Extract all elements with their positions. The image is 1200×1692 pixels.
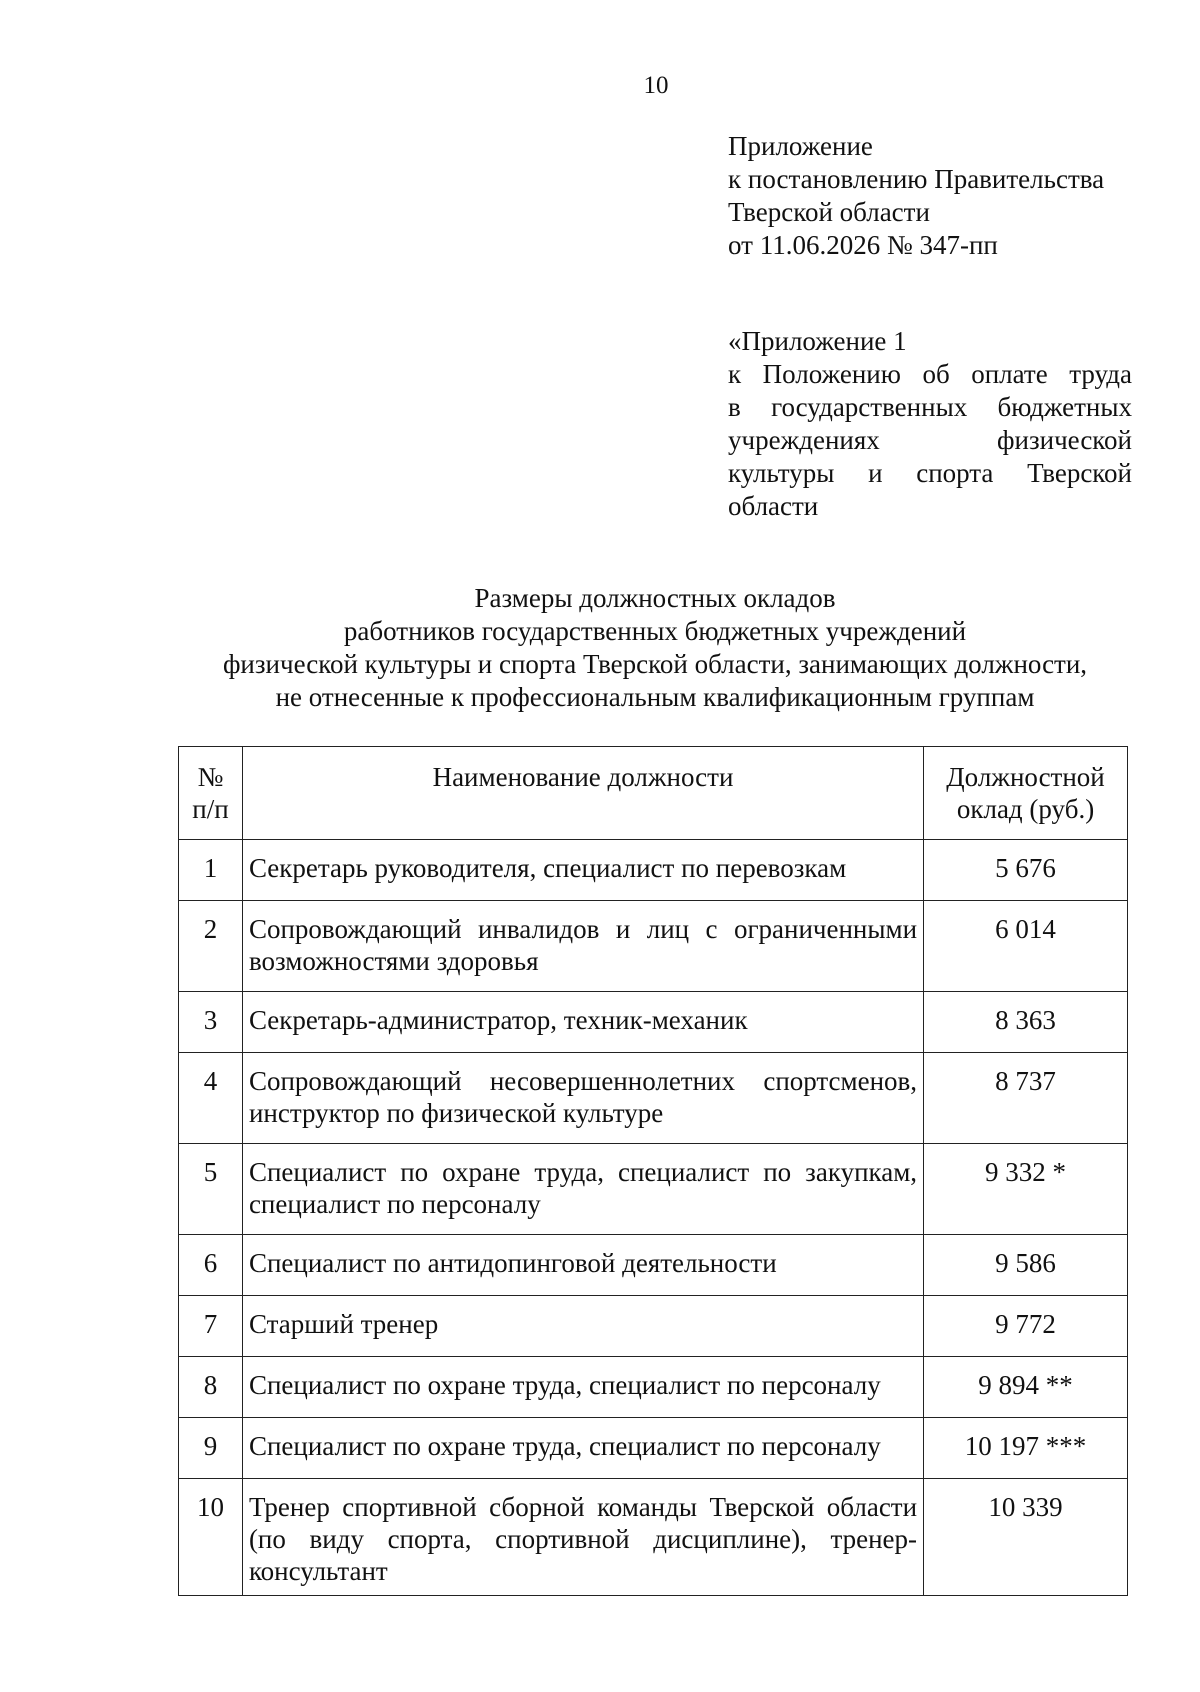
row-position-name: Специалист по охране труда, специалист по персоналу [242, 1357, 923, 1418]
title-line: Размеры должностных окладов [474, 583, 836, 613]
table-row [179, 1053, 1128, 1144]
row-number: 1 [179, 840, 243, 901]
row-position-name: Секретарь-администратор, техник-механик [242, 992, 923, 1053]
row-position-name: Сопровождающий инвалидов и лиц с ограниченными возможностями здоровья [242, 901, 923, 992]
table-row [179, 992, 1128, 1053]
appendix-1-line: «Приложение 1 [728, 326, 907, 356]
table-header-row [179, 747, 1128, 840]
row-position-name: Старший тренер [242, 1296, 923, 1357]
row-number: 10 [179, 1479, 243, 1596]
appendix-1-line: в государственных бюджетных [728, 392, 1132, 422]
row-salary: 9 772 [924, 1296, 1128, 1357]
row-salary: 9 332 * [924, 1144, 1128, 1235]
row-salary: 10 339 [924, 1479, 1128, 1596]
salary-table [178, 746, 1128, 1596]
appendix-line: от 11.06.2026 № 347-пп [728, 230, 998, 260]
table-row [179, 1235, 1128, 1296]
row-number: 4 [179, 1053, 243, 1144]
row-salary: 5 676 [924, 840, 1128, 901]
table-row [179, 1357, 1128, 1418]
document-title [170, 582, 1140, 714]
header-number: № п/п [179, 747, 243, 840]
row-salary: 6 014 [924, 901, 1128, 992]
row-position-name: Специалист по охране труда, специалист по персоналу [242, 1418, 923, 1479]
title-line: работников государственных бюджетных учреждений [343, 616, 967, 646]
row-number: 2 [179, 901, 243, 992]
table-row [179, 840, 1128, 901]
row-number: 6 [179, 1235, 243, 1296]
table-row [179, 1144, 1128, 1235]
appendix-1-line: области [728, 491, 819, 521]
table-row [179, 1479, 1128, 1596]
appendix-1-line: учреждениях физической [728, 425, 1132, 455]
row-salary: 9 586 [924, 1235, 1128, 1296]
header-position-name: Наименование должности [242, 747, 923, 840]
appendix-line: к постановлению Правительства [728, 164, 1105, 194]
appendix-1-header [728, 325, 1132, 523]
title-line: не отнесенные к профессиональным квалификационным группам [275, 682, 1035, 712]
row-position-name: Специалист по охране труда, специалист по закупкам, специалист по персоналу [242, 1144, 923, 1235]
appendix-line: Приложение [728, 131, 873, 161]
row-number: 3 [179, 992, 243, 1053]
row-salary: 9 894 ** [924, 1357, 1128, 1418]
page-number: 10 [643, 72, 669, 99]
appendix-1-line: культуры и спорта Тверской [728, 458, 1132, 488]
row-position-name: Специалист по антидопинговой деятельности [242, 1235, 923, 1296]
row-salary: 8 737 [924, 1053, 1128, 1144]
table-row [179, 1296, 1128, 1357]
row-position-name: Тренер спортивной сборной команды Тверской области (по виду спорта, спортивной дисциплине), тренер-консультант [242, 1479, 923, 1596]
row-salary: 10 197 *** [924, 1418, 1128, 1479]
row-position-name: Секретарь руководителя, специалист по перевозкам [242, 840, 923, 901]
row-number: 5 [179, 1144, 243, 1235]
table-row [179, 1418, 1128, 1479]
title-line: физической культуры и спорта Тверской области, занимающих должности, [222, 649, 1088, 679]
row-number: 7 [179, 1296, 243, 1357]
table-row [179, 901, 1128, 992]
row-salary: 8 363 [924, 992, 1128, 1053]
row-number: 9 [179, 1418, 243, 1479]
row-position-name: Сопровождающий несовершеннолетних спортсменов, инструктор по физической культуре [242, 1053, 923, 1144]
appendix-header [728, 130, 1132, 262]
header-salary: Должностной оклад (руб.) [924, 747, 1128, 840]
row-number: 8 [179, 1357, 243, 1418]
appendix-1-line: к Положению об оплате труда [728, 359, 1132, 389]
appendix-line: Тверской области [728, 197, 930, 227]
